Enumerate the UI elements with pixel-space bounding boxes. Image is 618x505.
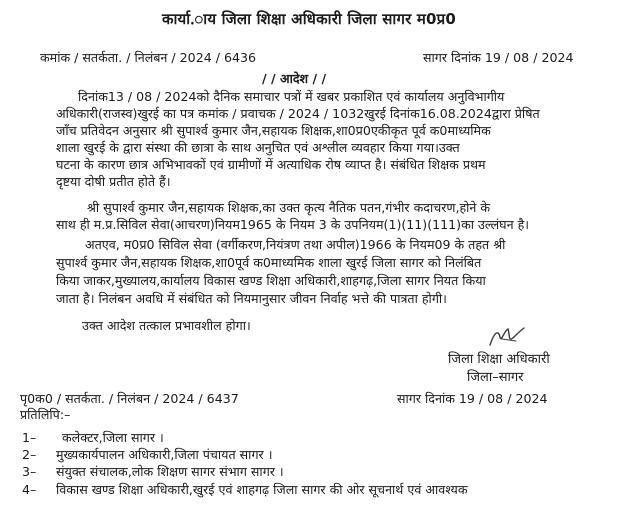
copy-to-heading: प्रतिलिपि:– xyxy=(20,407,71,422)
list-item-number: 2– xyxy=(22,447,37,462)
signatory-district: जिला–सागर xyxy=(467,370,524,385)
paragraph-line: सुपार्श्व कुमार जैन,सहायक शिक्षक,शा0पूर्व क0माध्यमिक शाला खुरई जिला सागर को निलंबित xyxy=(56,255,482,270)
paragraph-line: शाला खुरई के द्वारा संस्था की छात्रा के साथ अनुचित एवं अश्लील व्यवहार किया गया।उक्त xyxy=(56,140,460,155)
paragraph-line: घटना के कारण छात्र अभिभावकों एवं ग्रामीणों में अत्याधिक रोष व्याप्त है। संबंधित शिक्षक प्रथम xyxy=(56,157,486,172)
paragraph-line: जाता है। निलंबन अवधि में संबंधित को नियमानुसार जीवन निर्वाह भत्ते की पात्रता होगी। xyxy=(56,291,447,306)
paragraph-line: श्री सुपार्श्व कुमार जैन,सहायक शिक्षक,का उक्त कृत्य नैतिक पतन,गंभीर कदाचरण,होने के xyxy=(87,200,491,215)
copy-date: सागर दिनांक 19 / 08 / 2024 xyxy=(397,391,548,406)
list-item: विकास खण्ड शिक्षा अधिकारी,खुरई एवं शाहगढ़ जिला सागर की ओर सूचनार्थ एवं आवश्यक xyxy=(56,482,468,497)
order-heading: / / आदेश / / xyxy=(262,71,327,86)
order-date: सागर दिनांक 19 / 08 / 2024 xyxy=(423,50,574,65)
copy-reference-number: पृ0क0 / सतर्कता. / निलंबन / 2024 / 6437 xyxy=(20,391,239,406)
signatory-designation: जिला शिक्षा अधिकारी xyxy=(448,352,550,367)
list-item-number: 3– xyxy=(22,464,37,479)
paragraph-line: साथ ही म.प्र.सिविल सेवा(आचरण)नियम1965 के नियम 3 के उपनियम(1)(11)(111)का उल्लंघन है। xyxy=(56,217,530,232)
list-item-number: 4– xyxy=(22,482,37,497)
paragraph-line: दृष्टया दोषी प्रतीत होते हैं। xyxy=(56,174,171,189)
paragraph-line: अधिकारी(राजस्व)खुरई का पत्र कमांक / प्रवाचक / 2024 / 1032खुरई दिनांक16.08.2024द्वारा प्रेषित xyxy=(56,106,540,121)
handwritten-signature xyxy=(486,325,528,351)
list-item-number: 1– xyxy=(22,430,37,445)
paragraph-line: किया जाकर,मुख्यालय,कार्यालय विकास खण्ड शिक्षा अधिकारी,शाहगढ़,जिला सागर नियत किया xyxy=(56,273,486,288)
list-item: संयुक्त संचालक,लोक शिक्षण सागर संभाग सागर । xyxy=(56,464,284,479)
order-reference-number: कमांक / सतर्कता. / निलंबन / 2024 / 6436 xyxy=(40,50,257,65)
bottom-fade xyxy=(0,497,618,505)
paragraph-line: अतएव, म0प्र0 सिविल सेवा (वर्गीकरण,नियंत्रण तथा अपील)1966 के नियम09 के तहत श्री xyxy=(85,237,506,252)
list-item: कलेक्टर,जिला सागर । xyxy=(62,430,164,445)
office-title: कार्या.ाय जिला शिक्षा अधिकारी जिला सागर म0प्र0 xyxy=(161,10,457,28)
list-item: मुख्यकार्यपालन अधिकारी,जिला पंचायत सागर । xyxy=(56,447,273,462)
effective-immediately-note: उक्त आदेश तत्काल प्रभावशील होगा। xyxy=(82,318,251,333)
paragraph-line: जाँच प्रतिवेदन अनुसार श्री सुपार्श्व कुमार जैन,सहायक शिक्षक,शा0प्र0एकीकृत पूर्व क0माध्यमिक xyxy=(56,123,491,138)
paragraph-line: दिनांक13 / 08 / 2024को दैनिक समाचार पत्रों में खबर प्रकाशित एवं कार्यालय अनुविभागीय xyxy=(78,89,505,104)
